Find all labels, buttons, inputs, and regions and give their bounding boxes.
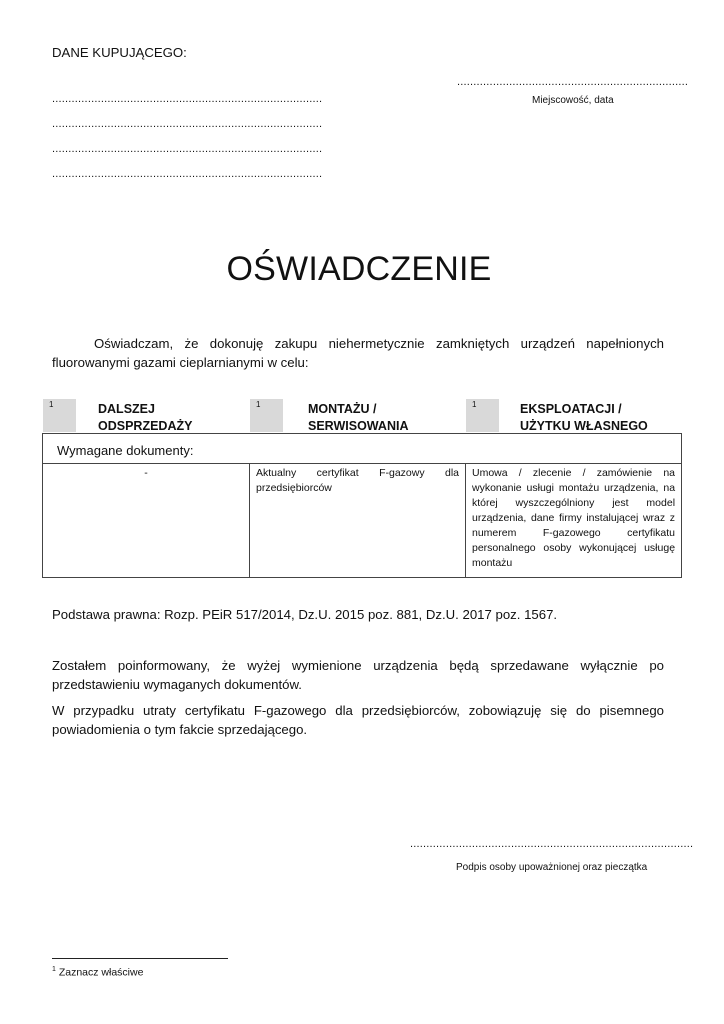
footnote-marker: 1 (472, 400, 477, 409)
legal-basis: Podstawa prawna: Rozp. PEiR 517/2014, Dz.U. 2015 poz. 881, Dz.U. 2017 poz. 1567. (52, 607, 558, 622)
signature-label: Podpis osoby upoważnionej oraz pieczątka (456, 862, 648, 873)
footnote-divider (52, 958, 228, 959)
intro-paragraph: Oświadczam, że dokonuję zakupu niehermetycznie zamkniętych urządzeń napełnionych fluorowanymi gazami cieplarnianymi w celu: (52, 336, 664, 370)
table-header: Wymagane dokumenty: (43, 434, 682, 464)
buyer-line-4[interactable]: ................................................................................... (52, 168, 323, 180)
option-label-line: DALSZEJ (98, 402, 155, 416)
footnote-marker: 1 (52, 966, 56, 973)
option-label-installation (308, 401, 408, 435)
document-title: OŚWIADCZENIE (226, 250, 492, 288)
place-date-label: Miejscowość, data (532, 95, 614, 106)
option-label-resale (98, 401, 192, 435)
buyer-line-3[interactable]: ................................................................................... (52, 143, 323, 155)
table-cell-resale: - (43, 464, 250, 578)
option-label-operation (520, 401, 648, 435)
option-label-line: ODSPRZEDAŻY (98, 419, 193, 433)
signature-line[interactable]: ....................................................................................... (410, 838, 694, 850)
option-checkbox-resale[interactable] (43, 399, 76, 432)
obligation-paragraph: W przypadku utraty certyfikatu F-gazowego dla przedsiębiorców, zobowiązuję się do pisemnego powiadomienia o tym fakcie sprzedającego. (52, 703, 664, 737)
place-date-line[interactable]: ....................................................................... (457, 76, 689, 88)
footnote-marker: 1 (256, 400, 261, 409)
option-checkbox-operation[interactable] (466, 399, 499, 432)
buyer-heading: DANE KUPUJĄCEGO: (52, 45, 187, 60)
information-paragraph: Zostałem poinformowany, że wyżej wymienione urządzenia będą sprzedawane wyłącznie po przedstawieniu wymaganych dokumentów. (52, 658, 664, 692)
option-label-line: SERWISOWANIA (308, 419, 409, 433)
table-cell-operation: Umowa / zlecenie / zamówienie na wykonanie usługi montażu urządzenia, na której wyszczególniony jest model urządzenia, dane firmy instalującej wraz z numerem F-gazowego certyfikatu personalnego osoby wykonującej usługę montażu (466, 464, 682, 578)
buyer-line-1[interactable]: ................................................................................... (52, 93, 323, 105)
option-label-line: MONTAŻU / (308, 402, 377, 416)
required-documents-table (42, 433, 682, 578)
footnote-marker: 1 (49, 400, 54, 409)
buyer-line-2[interactable]: ................................................................................... (52, 118, 323, 130)
footnote (52, 966, 143, 979)
option-checkbox-installation[interactable] (250, 399, 283, 432)
table-cell-installation: Aktualny certyfikat F-gazowy dla przedsiębiorców (250, 464, 466, 578)
footnote-text: Zaznacz właściwe (55, 966, 144, 979)
option-label-line: EKSPLOATACJI / (520, 402, 622, 416)
table-header-row (43, 434, 682, 464)
option-label-line: UŻYTKU WŁASNEGO (520, 419, 648, 433)
table-row (43, 464, 682, 578)
